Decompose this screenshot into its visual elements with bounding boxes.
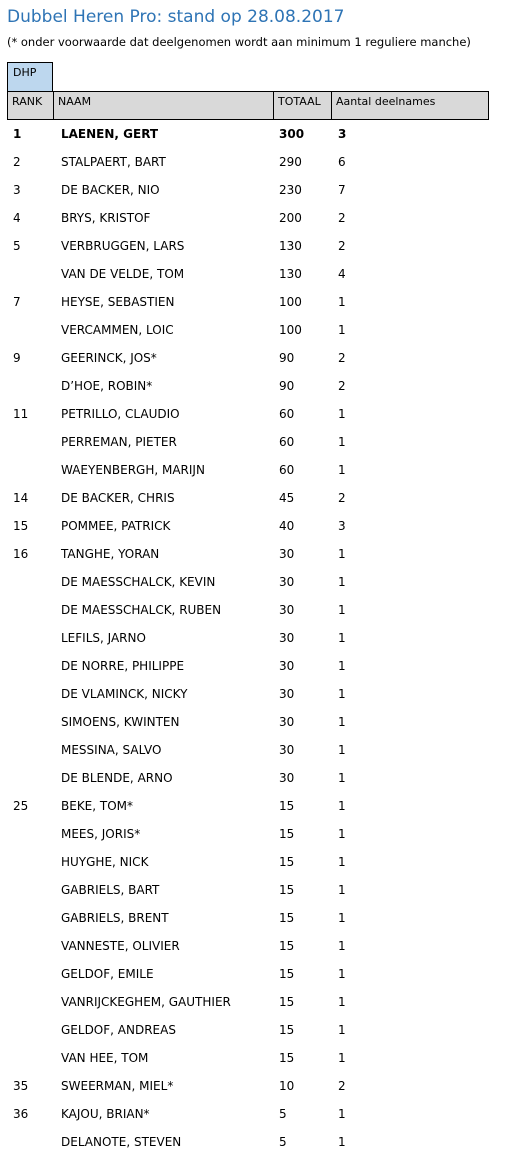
- table-row: [7, 1044, 489, 1072]
- name-cell: VERBRUGGEN, LARS: [61, 239, 185, 253]
- name-cell: TANGHE, YORAN: [61, 547, 160, 561]
- table-row: [7, 344, 489, 372]
- name-cell: HEYSE, SEBASTIEN: [61, 295, 175, 309]
- column-header-rank: RANK: [8, 92, 54, 119]
- total-cell: 15: [279, 939, 295, 953]
- table-row: [7, 988, 489, 1016]
- total-cell: 60: [279, 463, 295, 477]
- total-cell: 60: [279, 435, 295, 449]
- count-cell: 4: [338, 267, 346, 281]
- page-title: Dubbel Heren Pro: stand op 28.08.2017: [7, 7, 345, 27]
- rank-cell: 7: [13, 295, 21, 309]
- table-row: [7, 204, 489, 232]
- rank-cell: 9: [13, 351, 21, 365]
- total-cell: 30: [279, 715, 295, 729]
- count-cell: 1: [338, 547, 346, 561]
- table-row: [7, 652, 489, 680]
- table-row: [7, 260, 489, 288]
- name-cell: KAJOU, BRIAN*: [61, 1107, 150, 1121]
- name-cell: VERCAMMEN, LOIC: [61, 323, 174, 337]
- name-cell: DELANOTE, STEVEN: [61, 1135, 182, 1149]
- count-cell: 1: [338, 407, 346, 421]
- count-cell: 2: [338, 211, 346, 225]
- table-row: [7, 120, 489, 148]
- table-row: [7, 764, 489, 792]
- name-cell: GABRIELS, BRENT: [61, 911, 169, 925]
- table-row: [7, 1100, 489, 1128]
- name-cell: VANRIJCKEGHEM, GAUTHIER: [61, 995, 231, 1009]
- rank-cell: 36: [13, 1107, 29, 1121]
- count-cell: 1: [338, 631, 346, 645]
- total-cell: 15: [279, 967, 295, 981]
- page-subtitle: (* onder voorwaarde dat deelgenomen wordt aan minimum 1 reguliere manche): [7, 35, 471, 49]
- rank-cell: 35: [13, 1079, 29, 1093]
- name-cell: D’HOE, ROBIN*: [61, 379, 153, 393]
- table-row: [7, 624, 489, 652]
- total-cell: 30: [279, 547, 295, 561]
- total-cell: 30: [279, 603, 295, 617]
- rank-cell: 15: [13, 519, 29, 533]
- count-cell: 1: [338, 911, 346, 925]
- table-row: [7, 848, 489, 876]
- name-cell: PETRILLO, CLAUDIO: [61, 407, 180, 421]
- name-cell: HUYGHE, NICK: [61, 855, 149, 869]
- table-row: [7, 1072, 489, 1100]
- name-cell: DE VLAMINCK, NICKY: [61, 687, 188, 701]
- column-header-name: NAAM: [54, 92, 274, 119]
- total-cell: 15: [279, 883, 295, 897]
- count-cell: 1: [338, 435, 346, 449]
- name-cell: DE MAESSCHALCK, RUBEN: [61, 603, 222, 617]
- table-row: [7, 932, 489, 960]
- name-cell: DE BACKER, NIO: [61, 183, 160, 197]
- table-row: [7, 876, 489, 904]
- table-row: [7, 176, 489, 204]
- table-row: [7, 680, 489, 708]
- count-cell: 1: [338, 799, 346, 813]
- total-cell: 40: [279, 519, 295, 533]
- name-cell: BEKE, TOM*: [61, 799, 134, 813]
- count-cell: 1: [338, 659, 346, 673]
- table-header: [7, 91, 489, 120]
- count-cell: 1: [338, 827, 346, 841]
- name-cell: DE BACKER, CHRIS: [61, 491, 175, 505]
- table-row: [7, 708, 489, 736]
- table-row: [7, 904, 489, 932]
- table-row: [7, 456, 489, 484]
- total-cell: 5: [279, 1135, 287, 1149]
- table-row: [7, 960, 489, 988]
- count-cell: 3: [338, 519, 346, 533]
- total-cell: 290: [279, 155, 302, 169]
- table-row: [7, 316, 489, 344]
- count-cell: 1: [338, 1023, 346, 1037]
- name-cell: DE NORRE, PHILIPPE: [61, 659, 185, 673]
- name-cell: GEERINCK, JOS*: [61, 351, 157, 365]
- rank-cell: 3: [13, 183, 21, 197]
- count-cell: 2: [338, 239, 346, 253]
- count-cell: 1: [338, 883, 346, 897]
- count-cell: 1: [338, 1135, 346, 1149]
- name-cell: MESSINA, SALVO: [61, 743, 162, 757]
- name-cell: LEFILS, JARNO: [61, 631, 146, 645]
- table-row: [7, 820, 489, 848]
- table-row: [7, 568, 489, 596]
- table-row: [7, 484, 489, 512]
- count-cell: 1: [338, 743, 346, 757]
- total-cell: 5: [279, 1107, 287, 1121]
- total-cell: 100: [279, 323, 302, 337]
- count-cell: 1: [338, 463, 346, 477]
- name-cell: BRYS, KRISTOF: [61, 211, 151, 225]
- count-cell: 6: [338, 155, 346, 169]
- total-cell: 15: [279, 799, 295, 813]
- total-cell: 15: [279, 855, 295, 869]
- count-cell: 1: [338, 323, 346, 337]
- rank-cell: 4: [13, 211, 21, 225]
- name-cell: PERREMAN, PIETER: [61, 435, 177, 449]
- table-row: [7, 1128, 489, 1156]
- table-row: [7, 512, 489, 540]
- count-cell: 1: [338, 687, 346, 701]
- total-cell: 45: [279, 491, 295, 505]
- ranking-table-body: [7, 120, 489, 1156]
- name-cell: DE MAESSCHALCK, KEVIN: [61, 575, 216, 589]
- count-cell: 1: [338, 1107, 346, 1121]
- total-cell: 30: [279, 743, 295, 757]
- table-row: [7, 792, 489, 820]
- total-cell: 130: [279, 239, 302, 253]
- count-cell: 1: [338, 771, 346, 785]
- total-cell: 230: [279, 183, 302, 197]
- count-cell: 2: [338, 379, 346, 393]
- count-cell: 2: [338, 1079, 346, 1093]
- total-cell: 90: [279, 379, 295, 393]
- name-cell: VANNESTE, OLIVIER: [61, 939, 180, 953]
- count-cell: 1: [338, 295, 346, 309]
- name-cell: GELDOF, ANDREAS: [61, 1023, 176, 1037]
- rank-cell: 14: [13, 491, 29, 505]
- count-cell: 1: [338, 967, 346, 981]
- table-row: [7, 372, 489, 400]
- total-cell: 10: [279, 1079, 295, 1093]
- count-cell: 3: [338, 127, 347, 141]
- table-row: [7, 1016, 489, 1044]
- table-row: [7, 400, 489, 428]
- rank-cell: 11: [13, 407, 29, 421]
- total-cell: 15: [279, 1023, 295, 1037]
- count-cell: 1: [338, 995, 346, 1009]
- count-cell: 1: [338, 1051, 346, 1065]
- count-cell: 2: [338, 491, 346, 505]
- name-cell: VAN HEE, TOM: [61, 1051, 149, 1065]
- total-cell: 200: [279, 211, 302, 225]
- rank-cell: 1: [13, 127, 22, 141]
- total-cell: 30: [279, 659, 295, 673]
- table-row: [7, 540, 489, 568]
- name-cell: GABRIELS, BART: [61, 883, 160, 897]
- table-row: [7, 232, 489, 260]
- total-cell: 90: [279, 351, 295, 365]
- name-cell: LAENEN, GERT: [61, 127, 159, 141]
- column-header-total: TOTAAL: [274, 92, 332, 119]
- total-cell: 15: [279, 1051, 295, 1065]
- name-cell: DE BLENDE, ARNO: [61, 771, 173, 785]
- name-cell: MEES, JORIS*: [61, 827, 141, 841]
- name-cell: GELDOF, EMILE: [61, 967, 154, 981]
- total-cell: 60: [279, 407, 295, 421]
- rank-cell: 16: [13, 547, 29, 561]
- count-cell: 1: [338, 855, 346, 869]
- name-cell: POMMEE, PATRICK: [61, 519, 171, 533]
- table-row: [7, 288, 489, 316]
- total-cell: 30: [279, 631, 295, 645]
- count-cell: 1: [338, 575, 346, 589]
- table-row: [7, 148, 489, 176]
- total-cell: 130: [279, 267, 302, 281]
- table-row: [7, 596, 489, 624]
- total-cell: 100: [279, 295, 302, 309]
- count-cell: 1: [338, 603, 346, 617]
- total-cell: 300: [279, 127, 305, 141]
- rank-cell: 2: [13, 155, 21, 169]
- total-cell: 30: [279, 771, 295, 785]
- total-cell: 15: [279, 911, 295, 925]
- total-cell: 30: [279, 575, 295, 589]
- table-row: [7, 428, 489, 456]
- column-header-count: Aantal deelnames: [336, 95, 436, 108]
- total-cell: 15: [279, 995, 295, 1009]
- name-cell: STALPAERT, BART: [61, 155, 166, 169]
- count-cell: 1: [338, 715, 346, 729]
- category-tag: DHP: [7, 62, 53, 91]
- name-cell: SIMOENS, KWINTEN: [61, 715, 180, 729]
- name-cell: SWEERMAN, MIEL*: [61, 1079, 174, 1093]
- count-cell: 1: [338, 939, 346, 953]
- name-cell: VAN DE VELDE, TOM: [61, 267, 185, 281]
- rank-cell: 5: [13, 239, 21, 253]
- total-cell: 30: [279, 687, 295, 701]
- name-cell: WAEYENBERGH, MARIJN: [61, 463, 205, 477]
- total-cell: 15: [279, 827, 295, 841]
- table-row: [7, 736, 489, 764]
- count-cell: 2: [338, 351, 346, 365]
- count-cell: 7: [338, 183, 346, 197]
- rank-cell: 25: [13, 799, 29, 813]
